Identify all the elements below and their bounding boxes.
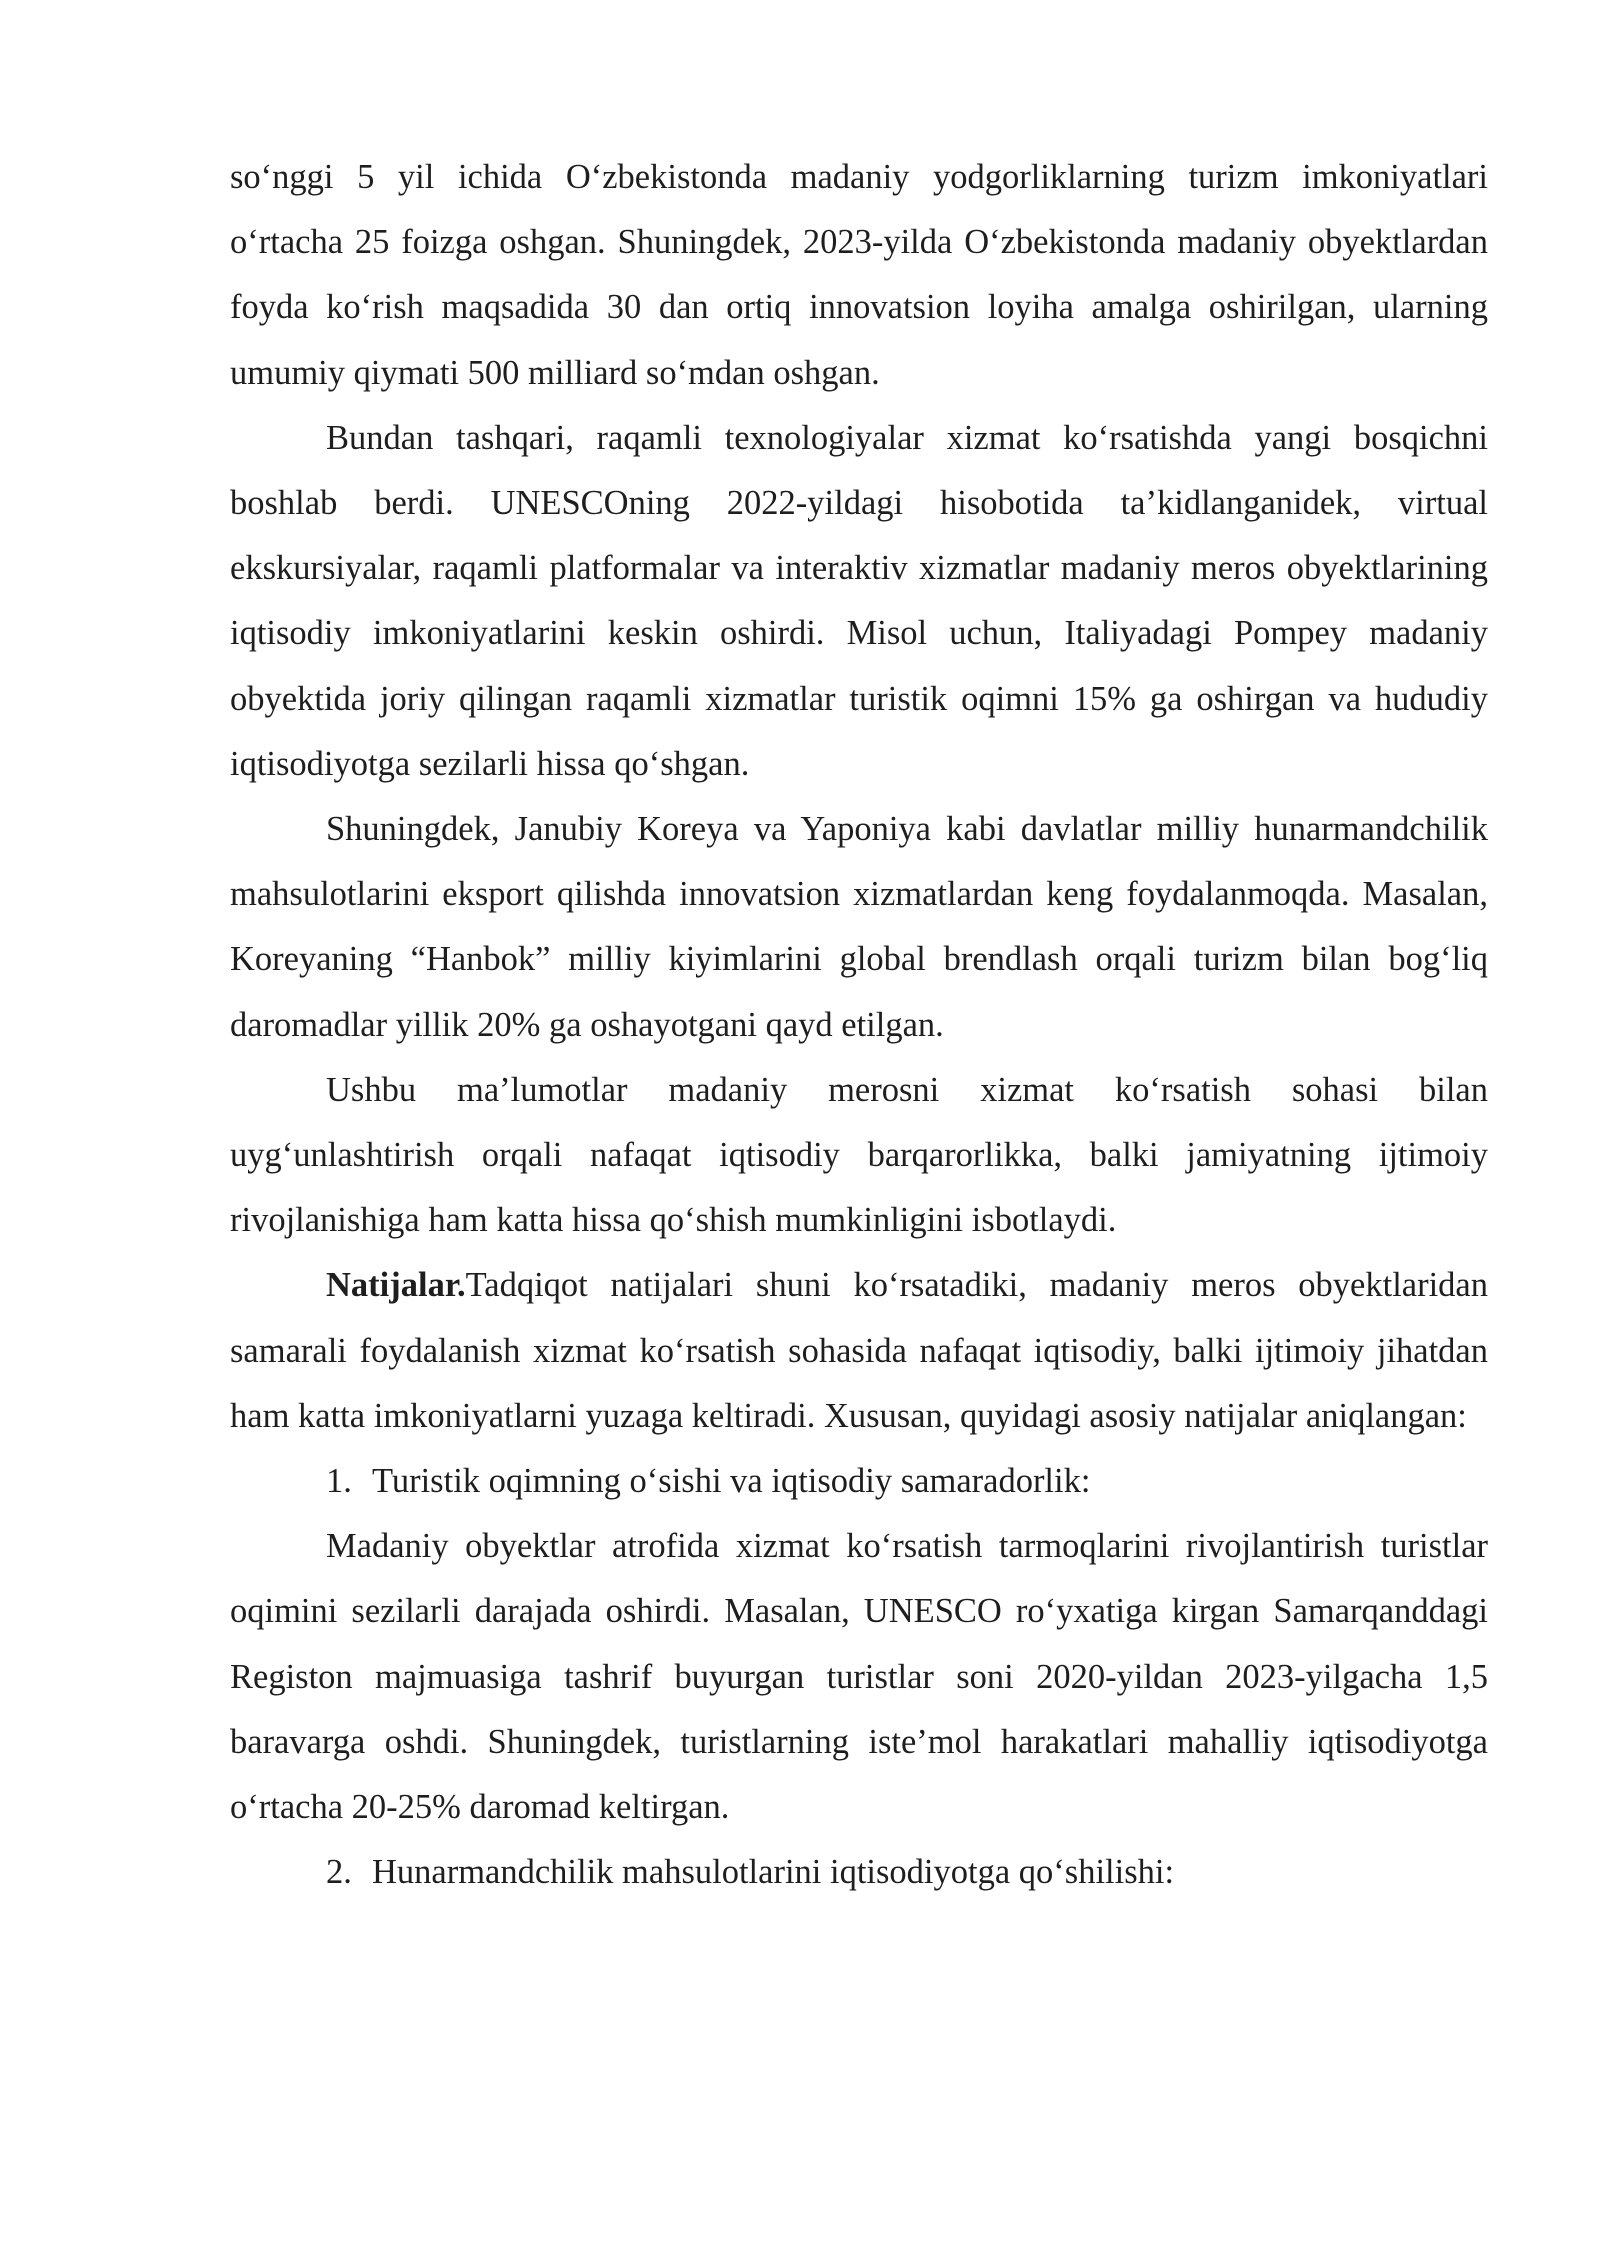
results-heading: Natijalar. [326, 1266, 466, 1305]
paragraph-summary: Ushbu ma’lumotlar madaniy merosni xizmat ko‘rsatish sohasi bilan uyg‘unlashtirish orqali nafaqat iqtisodiy barqarorlikka, balki jamiyatning ijtimoiy rivojlanishiga ham katta hissa qo‘shish mumkinligini isbotlaydi. [230, 1070, 1488, 1240]
body-text [230, 145, 1488, 1905]
list-item-label: Turistik oqimning o‘sishi va iqtisodiy samaradorlik: [372, 1462, 1091, 1501]
results-text: Tadqiqot natijalari shuni ko‘rsatadiki, madaniy meros obyektlaridan samarali foydalanish xizmat ko‘rsatish sohasida nafaqat iqtisodiy, balki ijtimoiy jihatdan ham katta imkoniyatlarni yuzaga keltiradi. Xususan, quyidagi asosiy natijalar aniqlangan: [230, 1266, 1488, 1435]
list-item-tourist-flow [230, 1449, 1488, 1514]
paragraph-digital-technologies: Bundan tashqari, raqamli texnologiyalar xizmat ko‘rsatishda yangi bosqichni boshlab berdi. UNESCOning 2022-yildagi hisobotida ta’kidlanganidek, virtual ekskursiyalar, raqamli platformalar va interaktiv xizmatlar madaniy meros obyektlarining iqtisodiy imkoniyatlarini keskin oshirdi. Misol uchun, Italiyadagi Pompey madaniy obyektida joriy qilingan raqamli xizmatlar turistik oqimni 15% ga oshirgan va hududiy iqtisodiyotga sezilarli hissa qo‘shgan. [230, 418, 1488, 783]
paragraph-korea-japan: Shuningdek, Janubiy Koreya va Yaponiya kabi davlatlar milliy hunarmandchilik mahsulotlarini eksport qilishda innovatsion xizmatlardan keng foydalanmoqda. Masalan, Koreyaning “Hanbok” milliy kiyimlarini global brendlash orqali turizm bilan bog‘liq daromadlar yillik 20% ga oshayotgani qayd etilgan. [230, 810, 1488, 1044]
list-item-handicrafts [230, 1840, 1488, 1905]
paragraph-continuation: so‘nggi 5 yil ichida O‘zbekistonda madaniy yodgorliklarning turizm imkoniyatlari o‘rtacha 25 foizga oshgan. Shuningdek, 2023-yilda O‘zbekistonda madaniy obyektlardan foyda ko‘rish maqsadida 30 dan ortiq innovatsion loyiha amalga oshirilgan, ularning umumiy qiymati 500 milliard so‘mdan oshgan. [230, 158, 1488, 392]
paragraph-results [230, 1253, 1488, 1449]
list-number: 2. [326, 1853, 352, 1892]
paragraph-registon: Madaniy obyektlar atrofida xizmat ko‘rsatish tarmoqlarini rivojlantirish turistlar oqimini sezilarli darajada oshirdi. Masalan, UNESCO ro‘yxatiga kirgan Samarqanddagi Registon majmuasiga tashrif buyurgan turistlar soni 2020-yildan 2023-yilgacha 1,5 baravarga oshdi. Shuningdek, turistlarning iste’mol harakatlari mahalliy iqtisodiyotga o‘rtacha 20-25% daromad keltirgan. [230, 1527, 1488, 1827]
list-item-label: Hunarmandchilik mahsulotlarini iqtisodiyotga qo‘shilishi: [372, 1853, 1175, 1892]
list-number: 1. [326, 1462, 352, 1501]
